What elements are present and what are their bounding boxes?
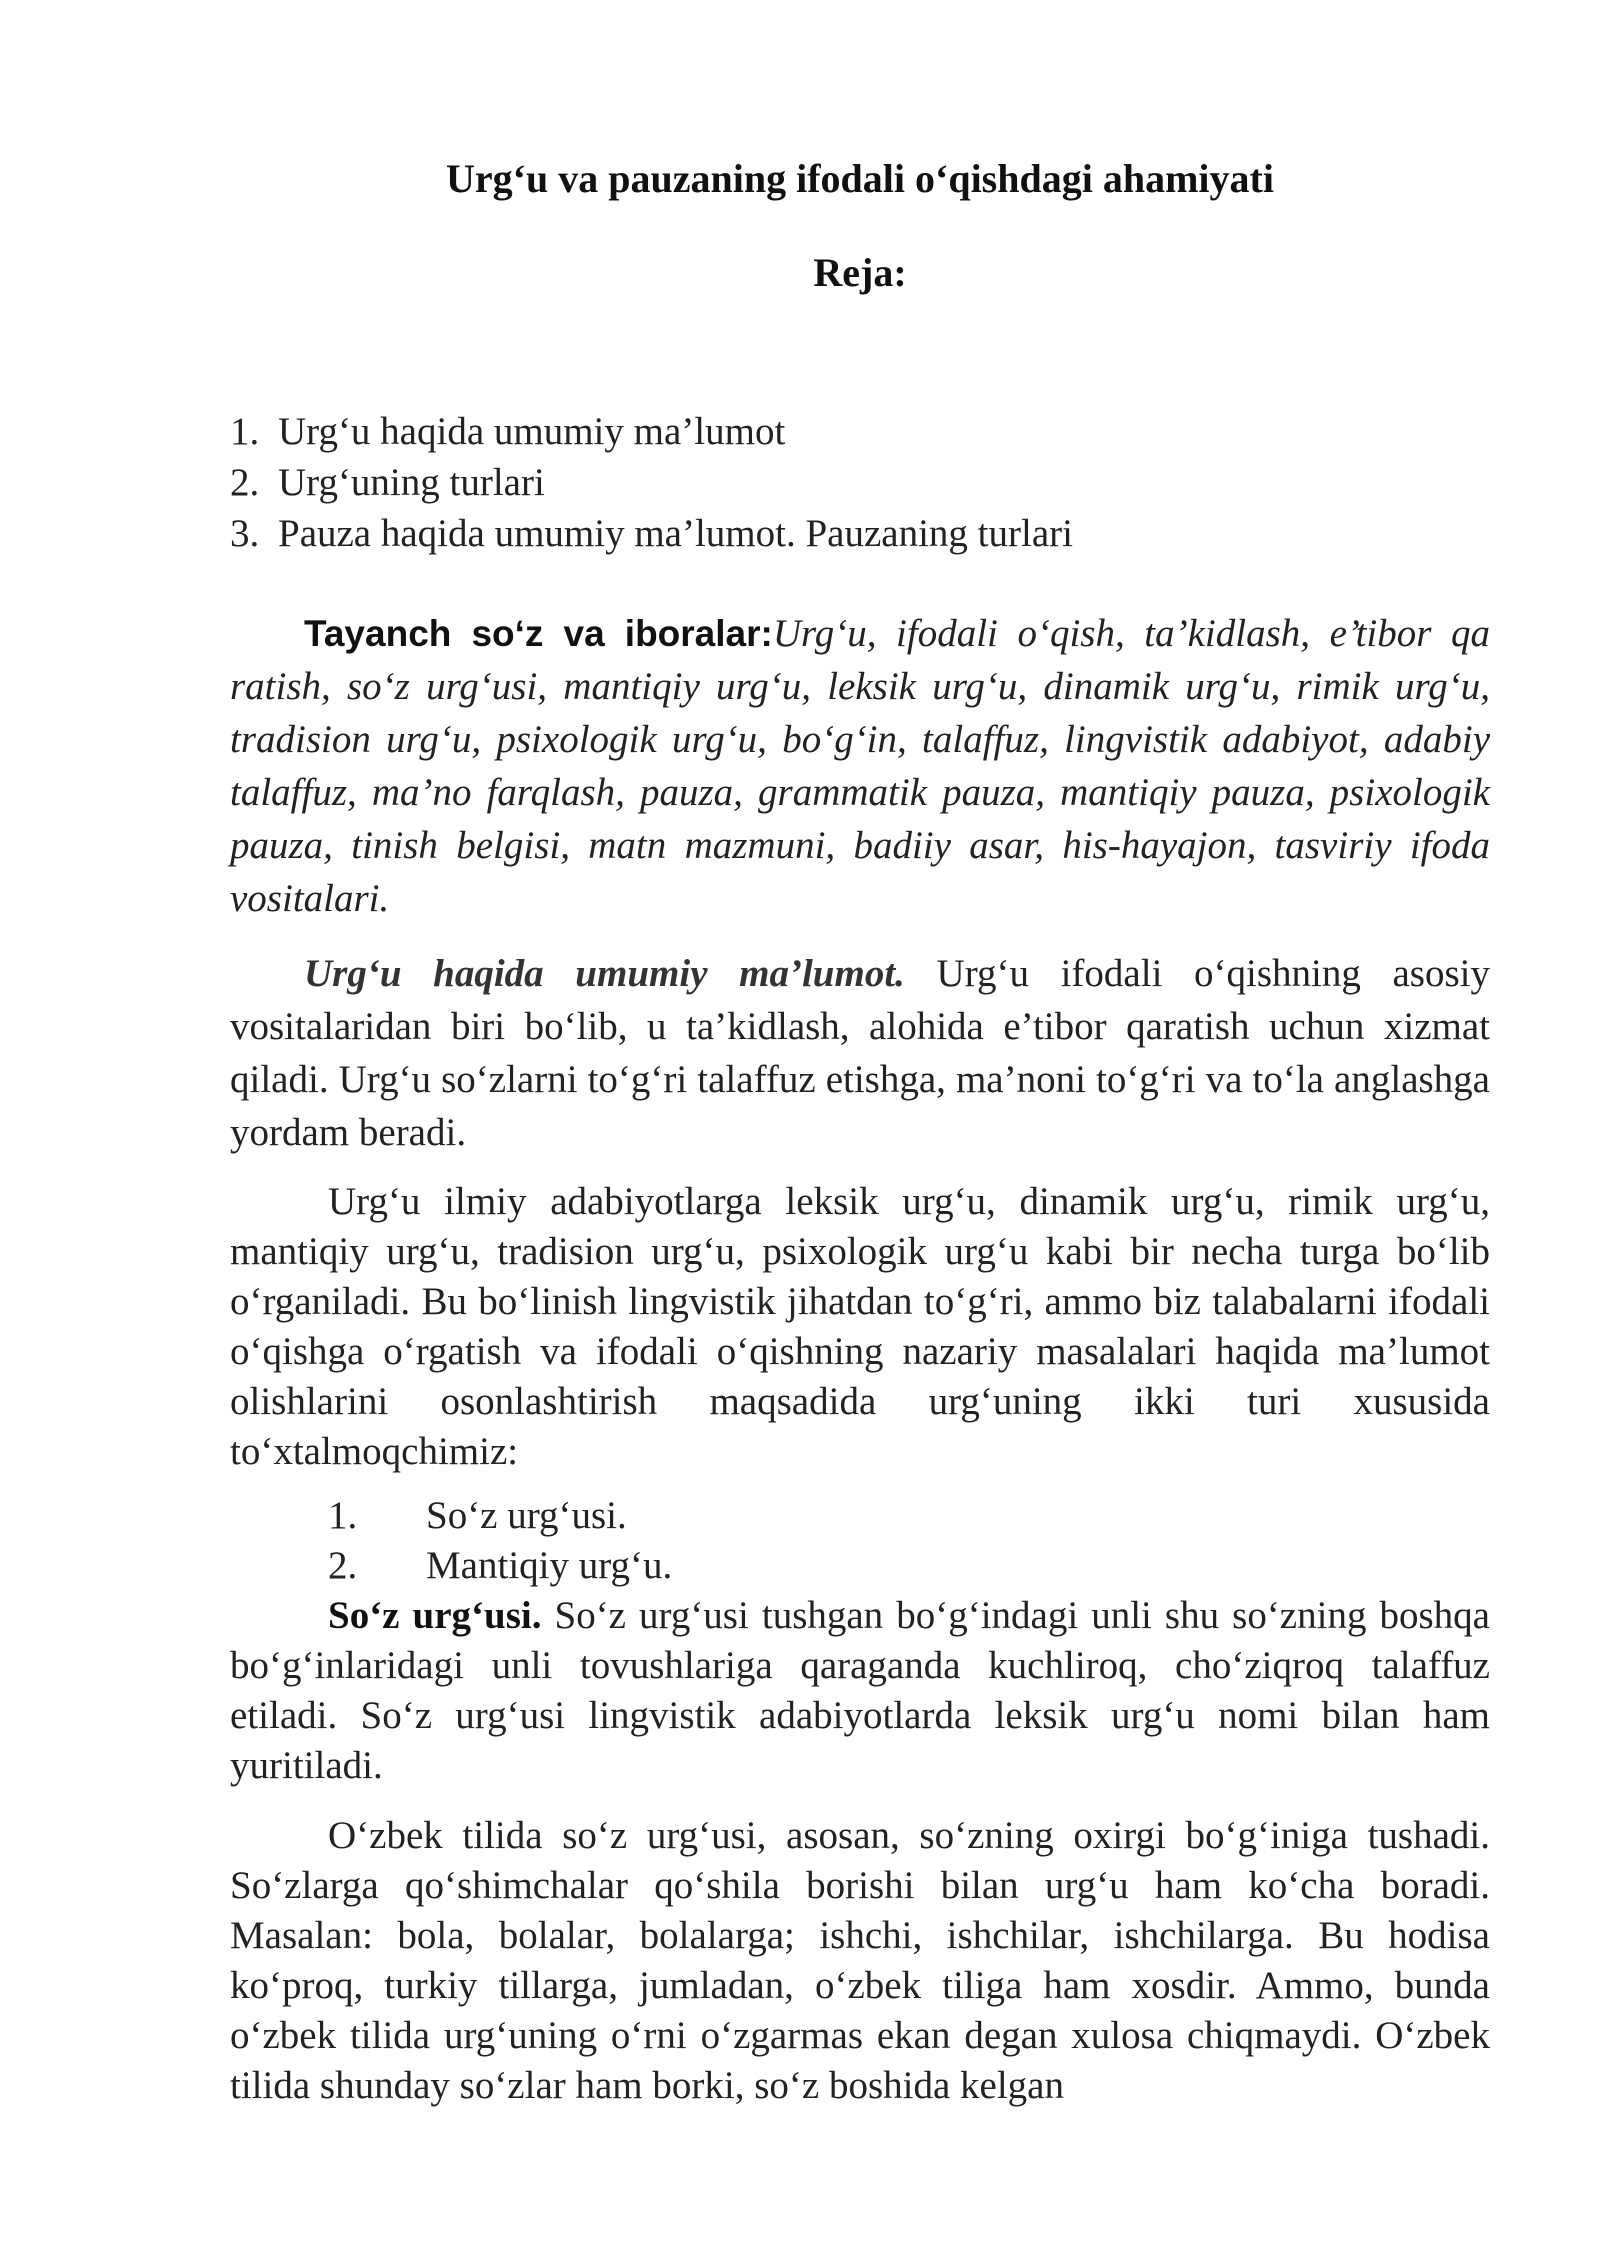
- document-page: [230, 150, 1490, 2111]
- stress-type-item: [230, 1491, 1490, 1541]
- stress-types-list: [230, 1491, 1490, 1591]
- stress-types-paragraph: Urg‘u ilmiy adabiyotlarga leksik urg‘u, dinamik urg‘u, rimik urg‘u, mantiqiy urg‘u, tradision urg‘u, psixologik urg‘u kabi bir necha turga bo‘lib o‘rganiladi. Bu bo‘linish lingvistik jihatdan to‘g‘ri, ammo biz talabalarni ifodali o‘qishga o‘rgatish va ifodali o‘qishning nazariy masalalari haqida ma’lumot olishlarini osonlashtirish maqsadida urg‘uning ikki turi xususida to‘xtalmoqchimiz:: [230, 1180, 1490, 1473]
- plan-item: [230, 457, 1490, 508]
- word-stress-text: So‘z urg‘usi tushgan bo‘g‘indagi unli shu so‘zning boshqa bo‘g‘inlaridagi unli tovushlariga qaraganda kuchliroq, cho‘ziqroq talaffuz etiladi. So‘z urg‘usi lingvistik adabiyotlarda leksik urg‘u nomi bilan ham yuritiladi.: [230, 1594, 1490, 1787]
- stress-intro-text: Urg‘u ifodali o‘qishning asosiy vositalaridan biri bo‘lib, u ta’kidlash, alohida e’tibor qaratish uchun xizmat qiladi. Urg‘u so‘zlarni to‘g‘ri talaffuz etishga, ma’noni to‘g‘ri va to‘la anglashga yordam beradi.: [230, 952, 1490, 1154]
- section-heading-stress-overview: Urg‘u haqida umumiy ma’lumot.: [304, 952, 905, 995]
- keywords-label: Tayanch so‘z va iboralar:: [304, 613, 773, 654]
- plan-item-text: Urg‘u haqida umumiy ma’lumot: [278, 410, 786, 453]
- stress-type-text: So‘z urg‘usi.: [426, 1494, 627, 1537]
- stress-type-text: Mantiqiy urg‘u.: [426, 1544, 673, 1587]
- plan-item-text: Urg‘uning turlari: [278, 461, 545, 504]
- uzbek-stress-paragraph: O‘zbek tilida so‘z urg‘usi, asosan, so‘zning oxirgi bo‘g‘iniga tushadi. So‘zlarga qo‘shimchalar qo‘shila borishi bilan urg‘u ham ko‘cha boradi. Masalan: bola, bolalar, bolalarga; ishchi, ishchilar, ishchilarga. Bu hodisa ko‘proq, turkiy tillarga, jumladan, o‘zbek tiliga ham xosdir. Ammo, bunda o‘zbek tilida urg‘uning o‘rni o‘zgarmas ekan degan xulosa chiqmaydi. O‘zbek tilida shunday so‘zlar ham borki, so‘z boshida kelgan: [230, 1814, 1490, 2107]
- keywords-text: Urg‘u, ifodali o‘qish, ta’kidlash, e’tibor qa ratish, so‘z urg‘usi, mantiqiy urg‘u, leksik urg‘u, dinamik urg‘u, rimik urg‘u, tradision urg‘u, psixologik urg‘u, bo‘g‘in, talaffuz, lingvistik adabiyot, adabiy talaffuz, ma’no farqlash, pauza, grammatik pauza, mantiqiy pauza, psixologik pauza, tinish belgisi, matn mazmuni, badiiy asar, his-hayajon, tasviriy ifoda vositalari.: [230, 612, 1491, 920]
- stress-type-item: [230, 1541, 1490, 1591]
- stress-type-number: 1.: [328, 1494, 358, 1537]
- section-heading-word-stress: So‘z urg‘usi.: [328, 1594, 542, 1637]
- plan-list: [230, 406, 1490, 559]
- plan-item-number: 2.: [230, 461, 260, 504]
- stress-type-number: 2.: [328, 1544, 358, 1587]
- page-title: Urg‘u va pauzaning ifodali o‘qishdagi ahamiyati: [446, 156, 1274, 201]
- plan-item: [230, 406, 1490, 457]
- plan-item: [230, 508, 1490, 559]
- plan-item-number: 1.: [230, 410, 260, 453]
- stress-intro-paragraph: [230, 947, 1490, 1159]
- keywords-paragraph: [230, 607, 1490, 925]
- word-stress-paragraph: [230, 1591, 1490, 1791]
- plan-item-number: 3.: [230, 512, 260, 555]
- plan-item-text: Pauza haqida umumiy ma’lumot. Pauzaning turlari: [278, 512, 1073, 555]
- plan-heading: Reja:: [813, 250, 907, 295]
